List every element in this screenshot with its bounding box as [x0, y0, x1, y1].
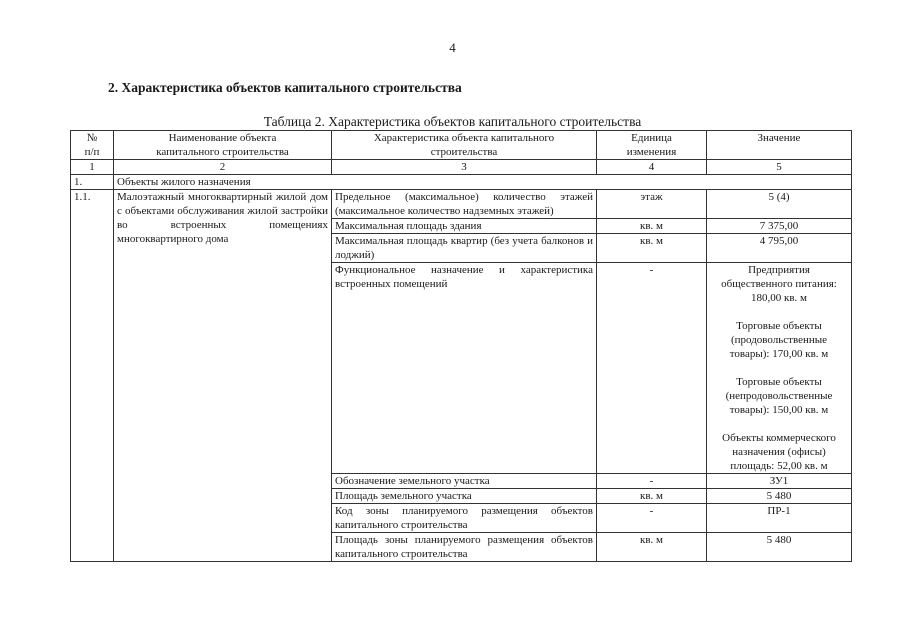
characteristic-cell: Предельное (максимальное) количество этажей (максимальное количество надземных этажей): [332, 190, 597, 219]
value-cell: 5 (4): [707, 190, 852, 219]
unit-cell: этаж: [597, 190, 707, 219]
group-number: 1.: [71, 175, 114, 190]
header-cell-value: Значение: [707, 131, 852, 160]
characteristic-cell: Максимальная площадь здания: [332, 219, 597, 234]
table-row: [71, 190, 852, 219]
object-number: 1.1.: [71, 190, 114, 562]
value-cell: ПР-1: [707, 504, 852, 533]
group-row: [71, 175, 852, 190]
characteristic-cell: Обозначение земельного участка: [332, 474, 597, 489]
group-title: Объекты жилого назначения: [114, 175, 852, 190]
premises-value-cell: Предприятия общественного питания: 180,00 кв. м Торговые объекты (продовольственные товары): 170,00 кв. м Торговые объекты (непродовольственные товары): 150,00 кв. м Объекты коммерческого назначения (офисы) площадь: 52,00 кв. м: [707, 263, 852, 474]
characteristic-cell: Площадь земельного участка: [332, 489, 597, 504]
characteristic-cell: Код зоны планируемого размещения объектов капитального строительства: [332, 504, 597, 533]
value-cell: 7 375,00: [707, 219, 852, 234]
page-number: 4: [449, 40, 456, 55]
column-number-row: [71, 160, 852, 175]
column-number: 1: [71, 160, 114, 175]
header-cell-number: № п/п: [71, 131, 114, 160]
unit-cell: -: [597, 504, 707, 533]
value-cell: ЗУ1: [707, 474, 852, 489]
characteristic-cell: Максимальная площадь квартир (без учета балконов и лоджий): [332, 234, 597, 263]
unit-cell: кв. м: [597, 533, 707, 562]
unit-cell: кв. м: [597, 234, 707, 263]
column-number: 2: [114, 160, 332, 175]
header-cell-unit: Единица изменения: [597, 131, 707, 160]
table-caption: Таблица 2. Характеристика объектов капитального строительства: [263, 114, 642, 129]
column-number: 5: [707, 160, 852, 175]
unit-cell: -: [597, 263, 707, 474]
characteristic-cell: Площадь зоны планируемого размещения объектов капитального строительства: [332, 533, 597, 562]
header-cell-object-name: Наименование объекта капитального строительства: [114, 131, 332, 160]
value-cell: 5 480: [707, 489, 852, 504]
unit-cell: -: [597, 474, 707, 489]
header-cell-characteristic: Характеристика объекта капитального строительства: [332, 131, 597, 160]
object-name: Малоэтажный многоквартирный жилой дом с объектами обслуживания жилой застройки во встроенных помещениях многоквартирного дома: [114, 190, 332, 562]
table-header-row: [71, 131, 852, 160]
value-cell: 5 480: [707, 533, 852, 562]
section-heading: 2. Характеристика объектов капитального строительства: [108, 80, 462, 95]
unit-cell: кв. м: [597, 489, 707, 504]
column-number: 4: [597, 160, 707, 175]
value-cell: 4 795,00: [707, 234, 852, 263]
column-number: 3: [332, 160, 597, 175]
characteristics-table: [70, 130, 852, 562]
characteristic-cell: Функциональное назначение и характеристика встроенных помещений: [332, 263, 597, 474]
unit-cell: кв. м: [597, 219, 707, 234]
